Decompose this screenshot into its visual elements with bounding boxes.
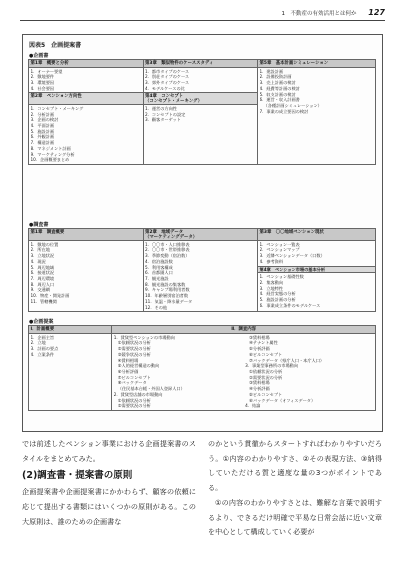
proposal-col1-body [29,334,112,410]
list-item: 2．設備投資計画 [259,74,292,80]
planning-col3-header: 第5章 基本計画シミュレーション [258,60,376,68]
list-item: ⑥バックデータ（オフィスデータ） [249,397,316,403]
list-item: 2．コンセプトの設定 [145,111,186,117]
list-item: 5．施設計画の分析 [259,297,296,303]
running-header [20,6,385,19]
list-item: ①依頼状況の分析 [249,369,283,374]
list-item: 8．周辺人口 [30,281,55,287]
figure-box [22,34,383,432]
list-item: （住民基本台帳・外国人登録人口） [117,386,185,392]
section-heading: (2)調査書・提案書の原則 [22,470,133,482]
list-item: 8．観光施設の集客数 [145,281,186,287]
list-item: 4．平面計画 [30,123,55,129]
list-item: 1．ペンション一覧表 [259,241,300,247]
list-item: ⑤分析評価 [249,346,270,352]
list-item: 12．その他 [145,304,168,310]
list-item: ③賃料相場 [249,334,270,340]
list-item: 2．所在地 [30,247,50,253]
list-item: 1．敷地の位置 [30,241,59,247]
list-item: 9．交通網 [30,287,50,293]
list-item: ⑤人的経営構造の動向 [117,363,160,369]
list-item: 7．観光施設 [145,276,169,281]
list-item: 2．賃貸型店舗の市場動向 [113,391,163,397]
list-item: ③賃料相場 [249,380,270,386]
chapter-title: 1 不動産の有効活用とは何か [281,11,357,17]
planning-col2-body [143,68,258,93]
planning-col1-body2 [29,105,144,164]
list-item: 2．敷地要件 [30,74,55,80]
list-item: 6．外観計画 [30,134,55,140]
body-right-column [208,437,382,540]
list-item: 1．オーナー要望 [30,68,63,74]
paragraph: 企画提案書や企画提案書にかかわらず、顧客の依頼に応じて提出する書類にはいくつかの原則がある。この大原則は、誰のための企画書な [22,487,196,526]
proposal-col3-body [244,334,376,410]
survey-col3-header2: 第4章 ペンション市場の基本分析 [258,266,375,274]
list-item: 11．管轄機関 [30,298,57,304]
list-item: 1．都市タイプのケース [145,68,190,74]
survey-table [28,228,376,312]
proposal-header-overview: Ⅰ．計画概要 [29,326,112,334]
planning-col2-header: 第3章 類似物件のケーススタディ [143,60,258,68]
list-item: 3．企画の検討 [30,117,59,123]
list-item: 3．顧客ターゲット [145,117,181,123]
list-item: 4．立案条件 [30,351,55,357]
paragraph: では前述したペンション事業における企画提案書のスタイルをまとめてみた。 [22,439,196,463]
list-item: ⑦ビルコンセプト [117,374,151,380]
list-item: 4．経費等計画の検討 [259,85,300,91]
list-item: 11．気温・降水量データ [145,298,193,304]
list-item: 1．企画主旨 [30,334,55,340]
list-item: 1．コンセプト・メーキング [30,105,84,111]
list-item: 6．運営・収入計画書 [259,97,300,103]
body-left-column [22,437,196,530]
planning-col3-body [258,68,376,164]
list-item: 3．立地特性 [259,285,284,291]
list-item: 9．キャンプ場利用者数 [145,287,190,293]
list-item: 7．周辺環境 [30,276,55,281]
proposal-header-survey: Ⅱ．調査内容 [112,326,376,334]
list-item: 4．宿泊施設数 [145,258,173,264]
survey-col1-header: 第1章 調査概要 [29,229,144,241]
list-item: 6．首都圏人口 [145,270,173,276]
list-item: 5．施設計画 [30,128,55,134]
list-item: 1．ペンション基礎性数 [259,274,304,280]
survey-col3-header: 第3章 〇〇地域ペンション現状 [258,229,376,241]
list-item: 10．物産・開発計画 [30,293,70,299]
list-item: 2．ペンションマップ [259,247,300,253]
header-rule [20,20,385,21]
list-item: ⑧バックデータ [117,380,147,386]
list-item: 2．別荘タイプのケース [145,74,190,80]
list-item: 2．集客動向 [259,280,284,285]
list-item: ④テナント属性 [249,340,278,346]
planning-heading: ●企画書 [29,53,49,59]
list-item: 1．建設計画 [259,68,284,74]
list-item: 1．賃貸型ペンションの市場動向 [113,334,175,340]
list-item: 9．マーケティング分析 [30,151,75,157]
list-item: ②需要状況の分析 [249,374,283,380]
planning-col1-header: 第1章 概要と分析 [29,60,144,68]
proposal-col2-body [112,334,244,410]
list-item: 7．事業の成立要因の検討 [259,108,309,114]
list-item: 2．分析計画 [30,111,55,117]
proposal-heading: ●企画提案 [29,319,54,325]
planning-table [28,59,376,165]
list-item: 3．環境要因 [30,80,55,86]
list-item: 10．年齢層別宿泊者数 [145,293,189,299]
list-item: 1．運営の方向性 [145,105,177,111]
list-item: 10．企画概要まとめ [30,157,70,163]
list-item: ①依頼状況の分析 [117,340,151,346]
list-item: 4．経営実態の分析 [259,291,296,297]
survey-col2-body [143,241,258,312]
list-item: 3．事業型事務所の市場動向 [245,363,299,369]
list-item: 5．利用客構成 [145,264,173,270]
list-item: ⑤ビルコンセプト [249,391,283,397]
planning-col1-body [29,68,144,93]
list-item: 8．マネジメント計画 [30,145,71,151]
figure-title: 図表5 企画提案書 [29,42,82,49]
list-item: （各種計画シミュレーション） [263,103,322,108]
list-item: 6．事業成立条件のモデルケース [259,302,321,308]
list-item: 4．社会要因 [30,85,55,91]
list-item: ⑦バックデータ（県庁人口・本庁人口） [249,357,325,363]
survey-col2-header: 第2章 地域データ （マーケティングデータ） [143,229,258,241]
list-item: ①依頼状況の分析 [117,397,151,403]
list-item: 4．結論 [245,403,261,409]
survey-heading: ●調査書 [29,222,49,228]
list-item: 5．周辺地域 [30,264,55,270]
list-item: ②需要状況の分析 [117,403,151,409]
list-item: ④分析評価 [249,386,270,392]
list-item: 3．計画の要点 [30,346,59,352]
list-item: ⑥分析評価 [117,369,139,374]
list-item: 3．郊外タイプのケース [145,80,190,86]
page-number: 127 [368,8,385,17]
list-item: ③競争状況の分析 [117,351,151,357]
paragraph: のかという貫徹からスタートすればわかりやすいだろう。①内容のわかりやすさ、②その表現方法、③納得していただける質と適度な量の3つがポイントである。 [208,439,382,493]
list-item: ②需要状況の分析 [117,346,151,352]
list-item: 4．モデルケースの比 [145,85,185,91]
survey-col1-body [29,241,144,312]
planning-col2-header2: 第4章 コンセプト （コンセプト・メーキング） [143,93,258,105]
list-item: 1．〇〇市・人口推移表 [145,241,190,247]
list-item: 3．近隣ペンションデータ（口数） [259,253,325,259]
list-item: 2．〇〇市・世帯推移表 [145,247,190,253]
list-item: 6．接道状況 [30,270,55,276]
list-item: 3．売上計画の検討 [259,80,296,86]
list-item: 2．立地 [30,340,46,346]
planning-col1-header2: 第2章 ペンション方向性 [29,93,144,105]
list-item: 3．季節変動（宿泊数） [145,253,190,259]
paragraph: ①の内容のわかりやすさとは、難解な言葉で説明するより、できるだけ明確で平易な日常会話に近い文章を中心として構成していく必要が [208,497,382,537]
list-item: 3．立地状況 [30,253,55,259]
planning-col2-body2 [143,105,258,164]
list-item: 4．参考資料 [259,258,284,264]
list-item: ⑥ビルコンセプト [249,351,283,357]
list-item: 5．収支計画の検討 [259,91,296,97]
proposal-table [28,325,376,411]
survey-col3-body [258,241,376,312]
list-item: 7．構造計画 [30,140,55,146]
list-item: 4．現況 [30,258,46,264]
list-item: ④賃料相場 [117,357,139,363]
